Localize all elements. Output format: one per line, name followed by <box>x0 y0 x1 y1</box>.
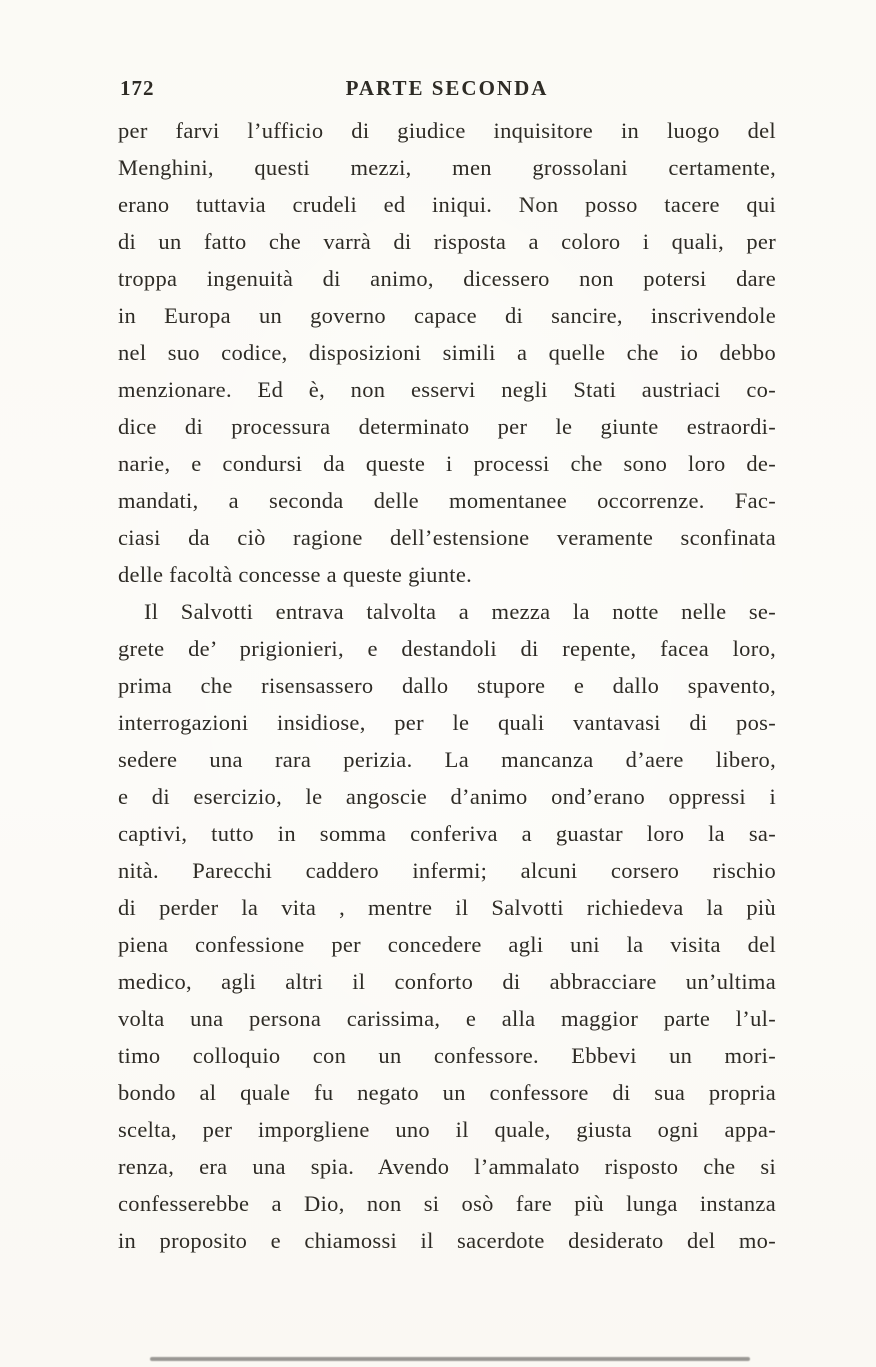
text-line: sedere una rara perizia. La mancanza d’aere libero, <box>118 747 776 772</box>
text-line: volta una persona carissima, e alla maggior parte l’ul- <box>118 1006 776 1031</box>
text-line: narie, e condursi da queste i processi che sono loro de- <box>118 451 776 476</box>
text-line: menzionare. Ed è, non esservi negli Stati austriaci co- <box>118 377 776 402</box>
text-line: grete de’ prigionieri, e destandoli di repente, facea loro, <box>118 636 776 661</box>
scan-artifact <box>150 1357 750 1361</box>
text-line: di perder la vita , mentre il Salvotti richiedeva la più <box>118 895 776 920</box>
text-line: bondo al quale fu negato un confessore di sua propria <box>118 1080 776 1105</box>
text-line: confesserebbe a Dio, non si osò fare più lunga instanza <box>118 1191 776 1216</box>
text-line: scelta, per imporgliene uno il quale, giusta ogni appa- <box>118 1117 776 1142</box>
page-number: 172 <box>120 76 155 100</box>
text-line: dice di processura determinato per le giunte estraordi- <box>118 414 776 439</box>
text-line: in Europa un governo capace di sancire, inscrivendole <box>118 303 776 328</box>
text-line: ciasi da ciò ragione dell’estensione veramente sconfinata <box>118 525 776 550</box>
page-text <box>118 112 776 1259</box>
text-line: renza, era una spia. Avendo l’ammalato risposto che si <box>118 1154 776 1179</box>
text-line: timo colloquio con un confessore. Ebbevi un mori- <box>118 1043 776 1068</box>
text-line: medico, agli altri il conforto di abbracciare un’ultima <box>118 969 776 994</box>
text-line: interrogazioni insidiose, per le quali vantavasi di pos- <box>118 710 776 735</box>
paragraph-1 <box>118 112 776 593</box>
text-line: di un fatto che varrà di risposta a coloro i quali, per <box>118 229 776 254</box>
text-line: in proposito e chiamossi il sacerdote desiderato del mo- <box>118 1228 776 1253</box>
paragraph-2 <box>118 593 776 1259</box>
text-line: Il Salvotti entrava talvolta a mezza la notte nelle se- <box>144 599 776 624</box>
text-line: nel suo codice, disposizioni simili a quelle che io debbo <box>118 340 776 365</box>
text-line: prima che risensassero dallo stupore e dallo spavento, <box>118 673 776 698</box>
text-line: delle facoltà concesse a queste giunte. <box>118 562 473 587</box>
running-header: PARTE SECONDA <box>345 76 549 100</box>
text-line: per farvi l’ufficio di giudice inquisitore in luogo del <box>118 118 776 143</box>
text-line: piena confessione per concedere agli uni la visita del <box>118 932 776 957</box>
running-head <box>118 76 776 106</box>
text-line: erano tuttavia crudeli ed iniqui. Non posso tacere qui <box>118 192 776 217</box>
text-line: Menghini, questi mezzi, men grossolani certamente, <box>118 155 776 180</box>
text-line: mandati, a seconda delle momentanee occorrenze. Fac- <box>118 488 776 513</box>
text-line: e di esercizio, le angoscie d’animo ond’erano oppressi i <box>118 784 776 809</box>
text-line: troppa ingenuità di animo, dicessero non potersi dare <box>118 266 776 291</box>
text-line: captivi, tutto in somma conferiva a guastar loro la sa- <box>118 821 776 846</box>
text-line: nità. Parecchi caddero infermi; alcuni corsero rischio <box>118 858 776 883</box>
